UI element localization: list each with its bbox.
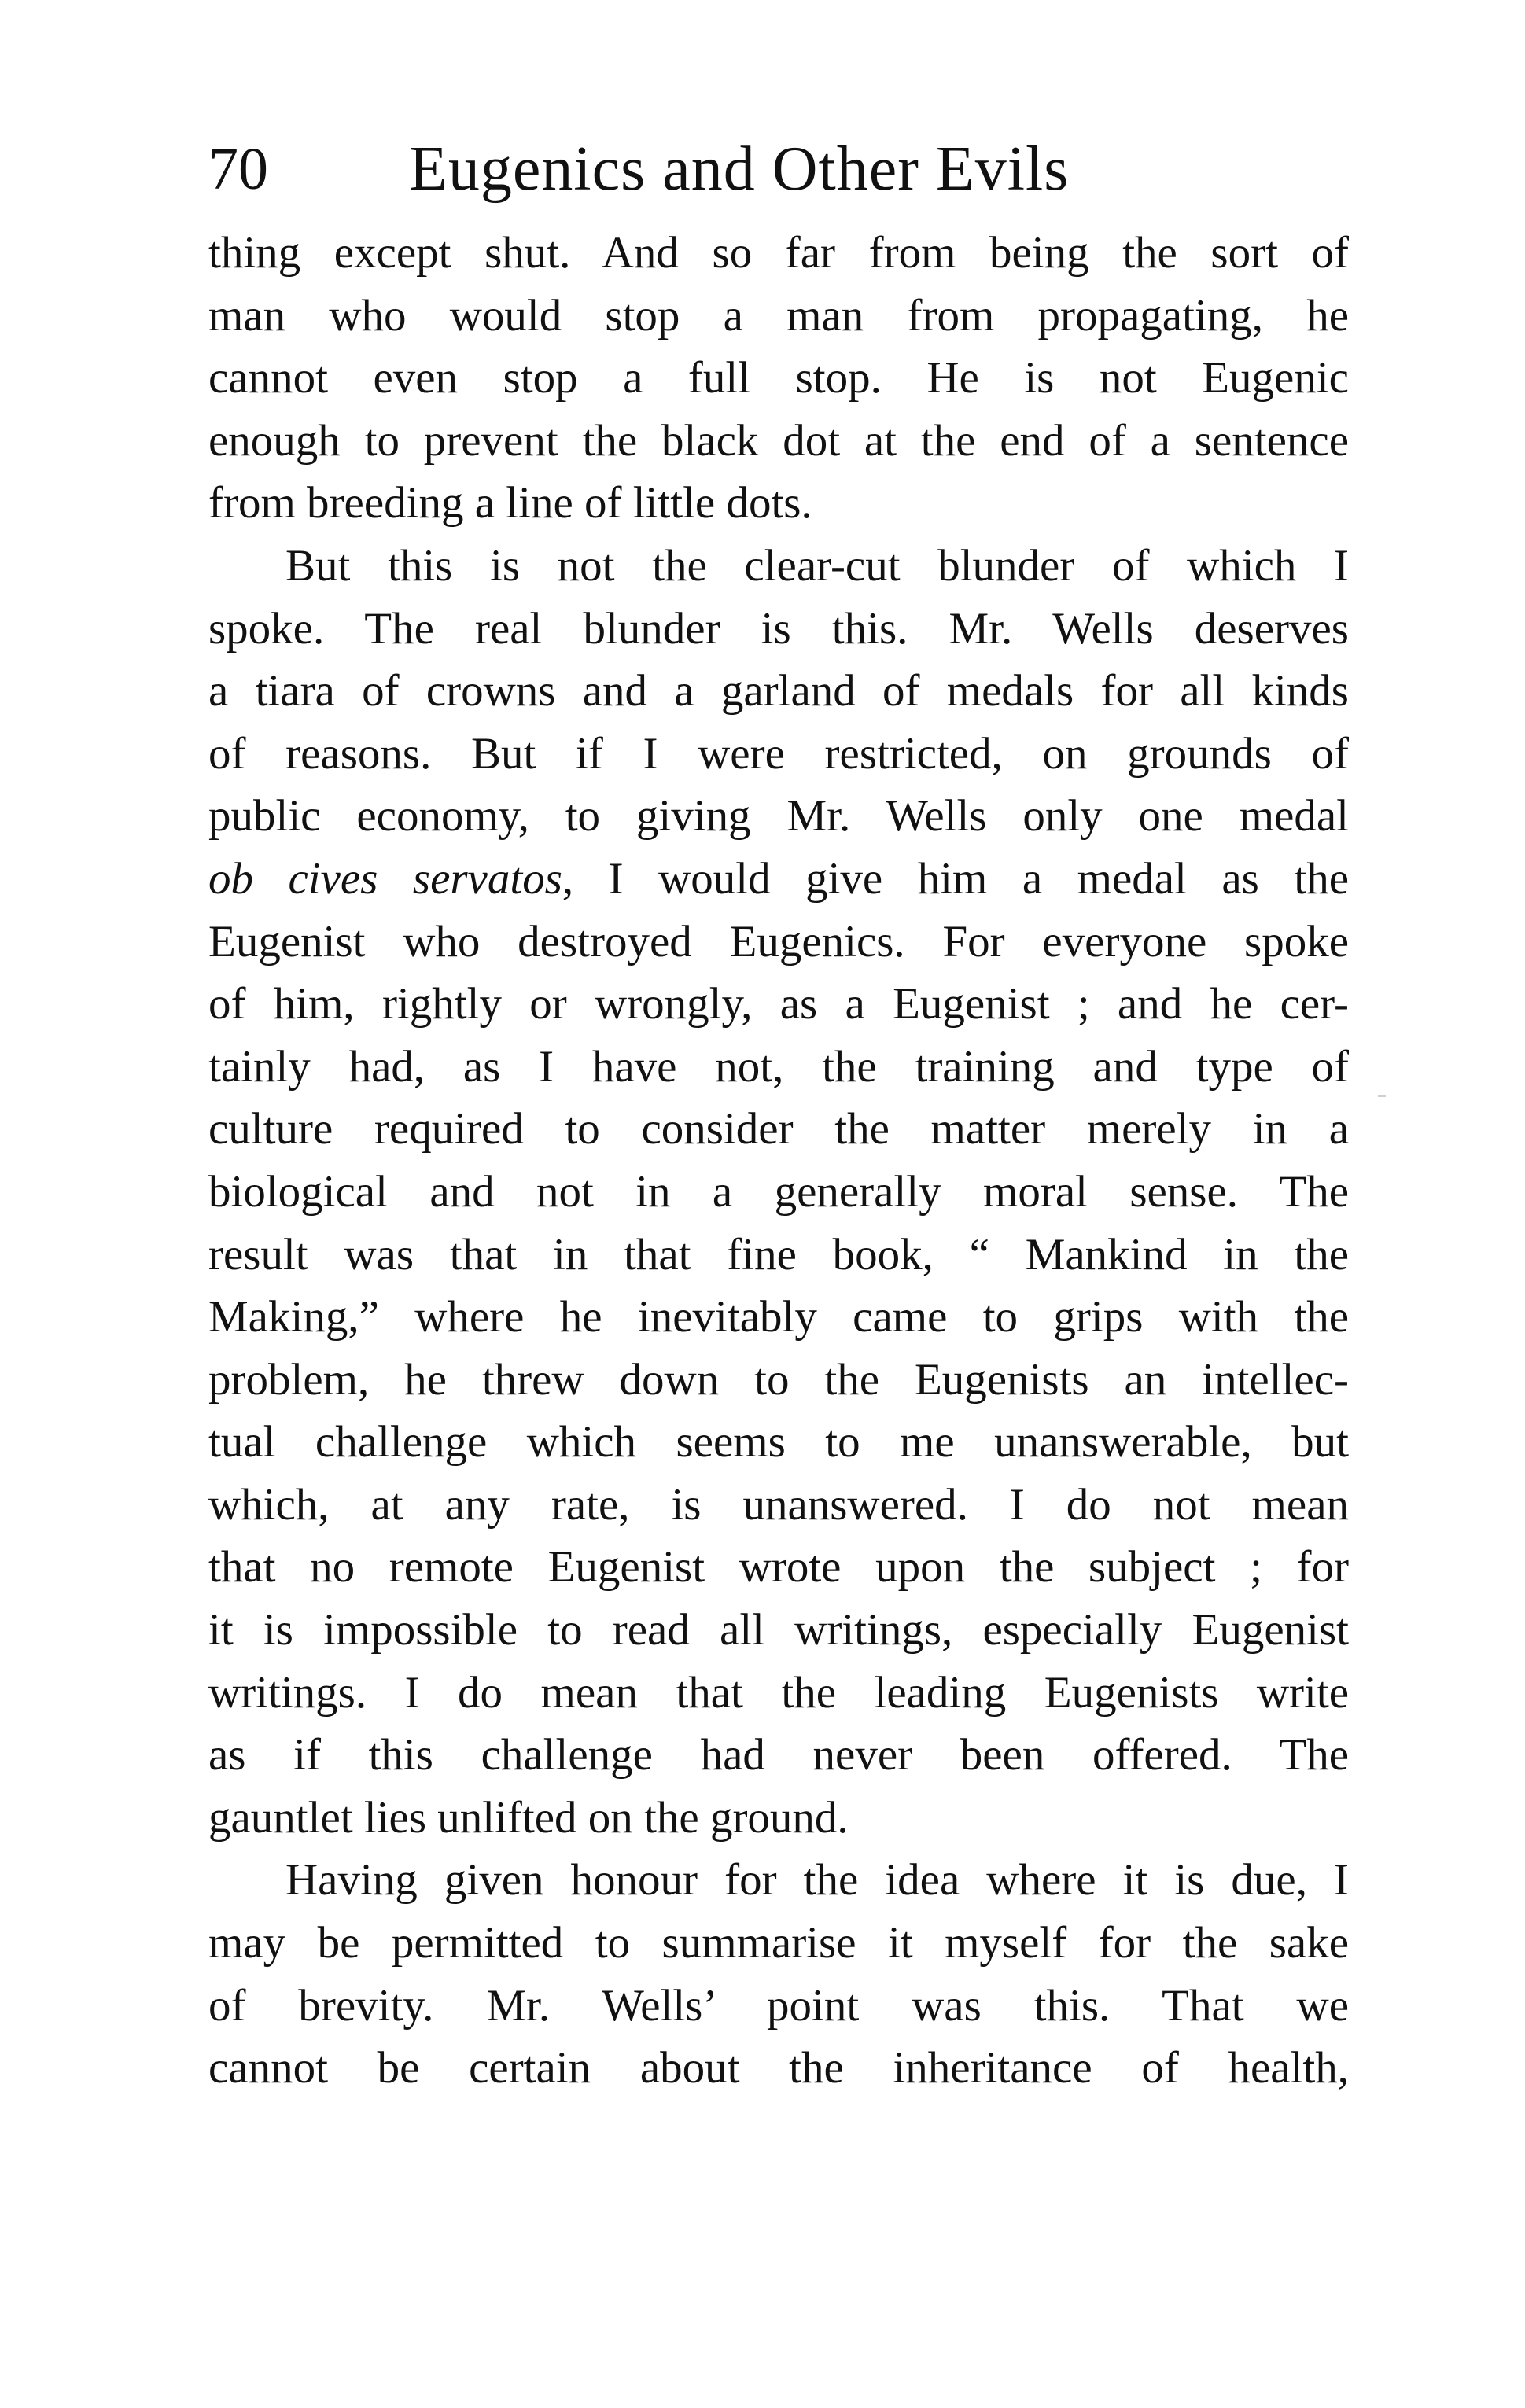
paragraph-start-line: Having given honour for the idea where it is due, I — [285, 1855, 1349, 1905]
paragraph-end-line: from breeding a line of little dots. — [208, 478, 812, 528]
text-line: as if this challenge had never been offered. The — [208, 1730, 1349, 1780]
text-line: cannot be certain about the inheritance of health, — [208, 2043, 1349, 2093]
text-line: tual challenge which seems to me unanswerable, but — [208, 1417, 1349, 1467]
text-line — [208, 848, 1349, 911]
text-line: biological and not in a generally moral sense. The — [208, 1166, 1349, 1217]
text-line: problem, he threw down to the Eugenists an intellec- — [208, 1354, 1349, 1405]
text-line: writings. I do mean that the leading Eugenists write — [208, 1667, 1349, 1718]
text-line: it is impossible to read all writings, especially Eugenist — [208, 1605, 1349, 1655]
text-line: man who would stop a man from propagating, he — [208, 290, 1349, 341]
text-line: a tiara of crowns and a garland of medals for all kinds — [208, 666, 1349, 716]
text-line: may be permitted to summarise it myself for the sake — [208, 1918, 1349, 1968]
text-line: Eugenist who destroyed Eugenics. For everyone spoke — [208, 916, 1349, 967]
text-line: of reasons. But if I were restricted, on grounds of — [208, 728, 1349, 779]
text-line: of brevity. Mr. Wells’ point was this. That we — [208, 1980, 1349, 2031]
text-line: spoke. The real blunder is this. Mr. Wells deserves — [208, 603, 1349, 654]
text-line: result was that in that fine book, “ Mankind in the — [208, 1229, 1349, 1279]
latin-phrase: ob cives servatos, — [208, 853, 574, 904]
body-text — [208, 222, 1349, 2100]
text-line: tainly had, as I have not, the training and type of — [208, 1041, 1349, 1092]
text-line: enough to prevent the black dot at the end of a sentence — [208, 415, 1349, 466]
page-header — [208, 126, 1357, 212]
text-line: which, at any rate, is unanswered. I do not mean — [208, 1479, 1349, 1530]
text-line: public economy, to giving Mr. Wells only one medal — [208, 791, 1349, 841]
paragraph-start-line: But this is not the clear-cut blunder of which I — [285, 540, 1349, 591]
running-title: Eugenics and Other Evils — [409, 134, 1070, 204]
text-line: culture required to consider the matter merely in a — [208, 1104, 1349, 1154]
paragraph-end-line: gauntlet lies unlifted on the ground. — [208, 1792, 849, 1843]
text-line: thing except shut. And so far from being the sort of — [208, 228, 1349, 278]
text-line: cannot even stop a full stop. He is not Eugenic — [208, 353, 1349, 403]
text-line: that no remote Eugenist wrote upon the subject ; for — [208, 1542, 1349, 1592]
text-line: of him, rightly or wrongly, as a Eugenist ; and he cer- — [208, 979, 1349, 1029]
line-remainder: I would give him a medal as the — [573, 853, 1349, 904]
text-line: Making,” where he inevitably came to grips with the — [208, 1292, 1349, 1342]
page-number: 70 — [208, 136, 268, 202]
margin-speck — [1378, 1095, 1386, 1097]
